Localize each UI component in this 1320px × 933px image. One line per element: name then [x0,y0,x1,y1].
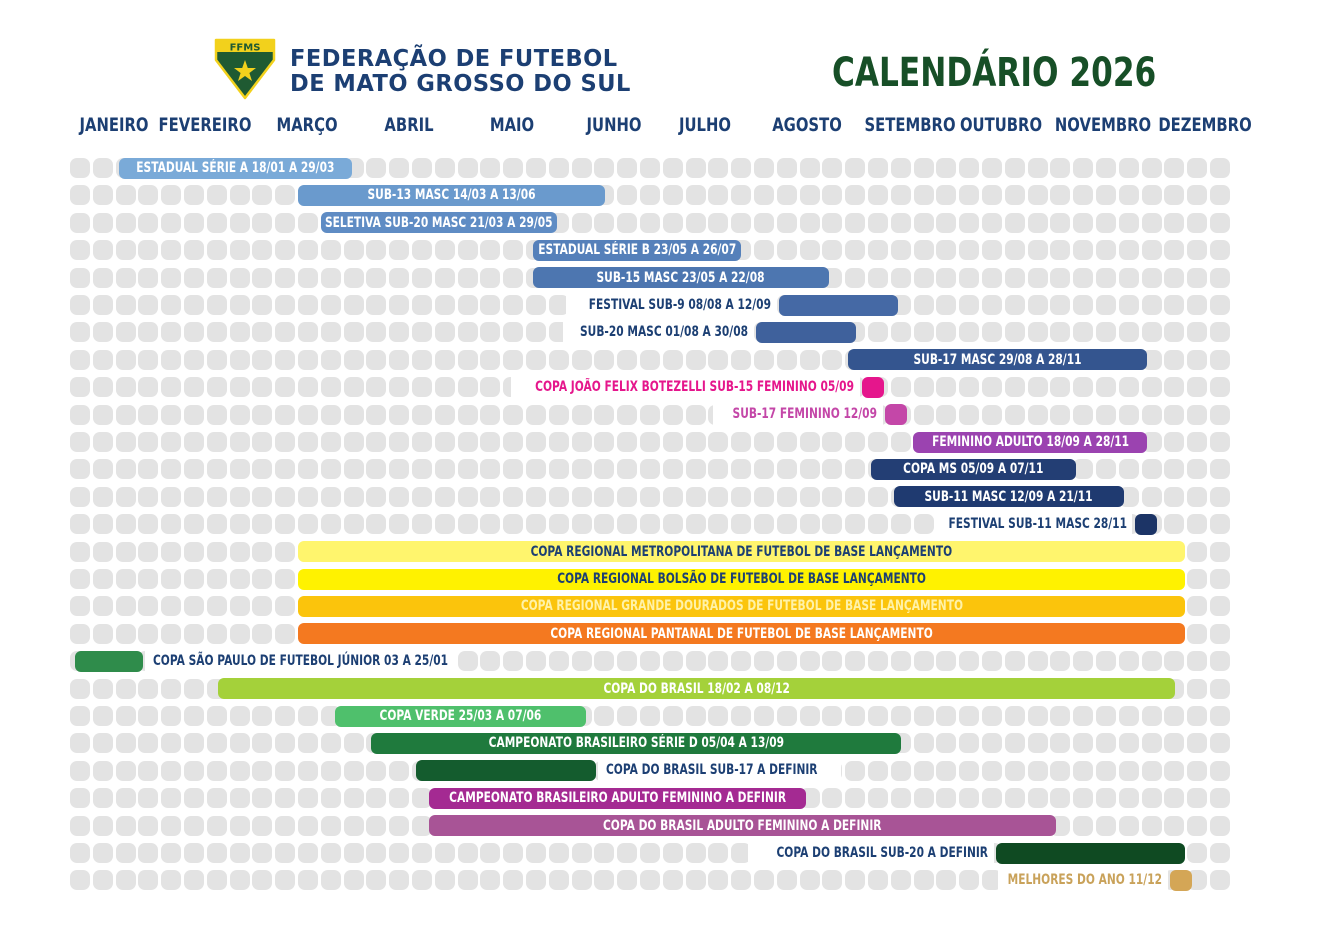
event-label: FEMININO ADULTO 18/09 A 28/11 [931,434,1129,450]
event-label: FESTIVAL SUB-11 MASC 28/11 [948,515,1127,532]
event-bar [885,404,907,425]
event-bar [298,185,605,206]
event-label: SUB-13 MASC 14/03 A 13/06 [367,187,536,204]
month-label-setembro: SETEMBRO [864,114,956,136]
month-label-janeiro: JANEIRO [79,114,149,136]
month-label-fevereiro: FEVEREIRO [158,114,252,136]
event-bar [533,267,829,288]
event-label: COPA DO BRASIL SUB-20 A DEFINIR [776,844,988,861]
event-label: ESTADUAL SÉRIE B 23/05 A 26/07 [537,242,736,259]
event-label: CAMPEONATO BRASILEIRO ADULTO FEMININO A DEFINIR [449,790,787,807]
event-bar [429,815,1055,836]
event-label: FESTIVAL SUB-9 08/08 A 12/09 [588,296,771,313]
event-bar [298,596,1185,617]
event-label: COPA MS 05/09 A 07/11 [903,461,1044,478]
event-bar [429,788,805,809]
org-name-line1: FEDERAÇÃO DE FUTEBOL [290,46,618,72]
month-label-outubro: OUTUBRO [959,114,1043,136]
event-bar [1135,514,1157,535]
event-label: SUB-15 MASC 23/05 A 22/08 [596,269,765,286]
event-label: MELHORES DO ANO 11/12 [1007,871,1162,888]
event-bar [119,158,352,179]
event-label: COPA REGIONAL PANTANAL DE FUTEBOL DE BASE LANÇAMENTO [550,625,933,642]
event-bar [996,843,1186,864]
page-title: CALENDÁRIO 2026 [832,50,1157,96]
event-label: COPA DO BRASIL 18/02 A 08/12 [603,680,790,697]
event-bar [894,486,1124,507]
event-bar [298,569,1185,590]
event-label: COPA REGIONAL BOLSÃO DE FUTEBOL DE BASE LANÇAMENTO [557,571,927,587]
event-bar [533,240,741,261]
month-label-março: MARÇO [276,114,338,136]
event-label: SUB-20 MASC 01/08 A 30/08 [579,323,748,340]
logo-text: FFMS [229,42,261,54]
event-label: COPA VERDE 25/03 A 07/06 [379,708,542,724]
month-label-junho: JUNHO [586,114,642,136]
event-bar [75,651,143,672]
event-bar [335,706,586,727]
event-label: COPA SÃO PAULO DE FUTEBOL JÚNIOR 03 A 25/01 [152,652,448,669]
event-bar [321,212,556,233]
event-label: CAMPEONATO BRASILEIRO SÉRIE D 05/04 A 13/09 [488,735,784,752]
month-label-agosto: AGOSTO [772,114,842,136]
event-label: COPA REGIONAL GRANDE DOURADOS DE FUTEBOL DE BASE LANÇAMENTO [520,598,963,615]
event-label: SUB-17 FEMININO 12/09 [732,406,877,423]
event-bar [1170,870,1192,891]
event-bar [848,349,1147,370]
event-bar [298,541,1185,562]
event-label: ESTADUAL SÉRIE A 18/01 A 29/03 [136,160,335,176]
month-label-dezembro: DEZEMBRO [1158,114,1252,136]
event-bar [298,623,1185,644]
event-bar [756,322,856,343]
org-name-line2: DE MATO GROSSO DO SUL [290,71,631,97]
event-bar [871,459,1076,480]
month-label-maio: MAIO [489,114,535,136]
event-bar [371,733,901,754]
event-label: SELETIVA SUB-20 MASC 21/03 A 29/05 [325,214,553,231]
event-bar [913,432,1147,453]
event-bar [779,295,898,316]
event-label: COPA REGIONAL METROPOLITANA DE FUTEBOL DE BASE LANÇAMENTO [531,543,953,560]
event-label: SUB-17 MASC 29/08 A 28/11 [913,351,1082,368]
event-bar [416,760,596,781]
month-label-novembro: NOVEMBRO [1054,114,1152,136]
event-bar [862,377,884,398]
event-label: SUB-11 MASC 12/09 A 21/11 [924,488,1093,505]
event-label: COPA DO BRASIL SUB-17 A DEFINIR [605,762,818,779]
event-label: COPA JOÃO FELIX BOTEZELLI SUB-15 FEMININO 05/09 [535,378,855,395]
event-label: COPA DO BRASIL ADULTO FEMININO A DEFINIR [603,817,882,834]
month-label-abril: ABRIL [384,114,434,136]
event-bar [218,678,1175,699]
month-label-julho: JULHO [678,114,732,136]
